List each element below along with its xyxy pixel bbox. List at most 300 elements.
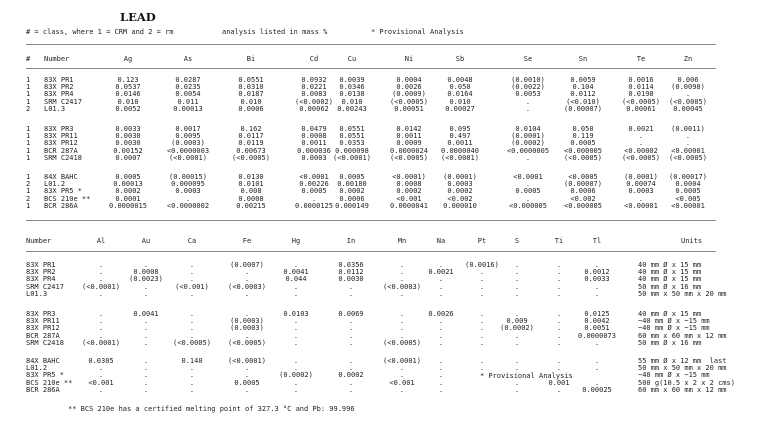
- table1-cell: 1: [26, 153, 31, 162]
- table1-cell: <0.00002: [624, 146, 658, 155]
- table1-cell: (0.0011): [671, 125, 705, 133]
- table1-cell: <0.00001: [671, 146, 705, 155]
- table1-cell: 0.008: [240, 187, 262, 196]
- table2-cell: .: [438, 378, 444, 387]
- units-note: analysis listed in mass %: [222, 28, 328, 36]
- table2-cell: ~40 mm Ø x ~15 mm: [638, 317, 710, 326]
- table1-cell: 0.0119: [238, 139, 264, 148]
- table1-cell: 0.162: [240, 125, 262, 133]
- table2-cell: .: [399, 268, 405, 277]
- table2-cell: .: [98, 324, 104, 333]
- table1-cell: 0.0537: [115, 83, 141, 92]
- table1-cell: .: [685, 132, 691, 141]
- table1-cell: 1: [26, 201, 31, 210]
- table2-cell: .: [514, 310, 520, 318]
- table2-cell: .: [479, 317, 485, 326]
- table2-cell: .: [244, 275, 250, 284]
- class-legend: # = class, where 1 = CRM and 2 = rm: [26, 28, 174, 36]
- table2-cell: .: [594, 261, 600, 269]
- table1-cell: 0.0000015: [109, 201, 147, 210]
- table1-cell: 0.0030: [115, 139, 141, 148]
- table2-cell: 84X BAHC: [26, 357, 60, 365]
- table2-cell: .: [293, 357, 299, 365]
- table2-cell: .: [594, 289, 600, 298]
- table1-header-sn: Sn: [578, 55, 588, 63]
- table1-cell: (<0.0005): [669, 97, 707, 106]
- table2-cell: .: [98, 310, 104, 318]
- table2-cell: 0.009: [506, 317, 528, 326]
- table2-cell: .: [293, 338, 299, 347]
- table1-cell: 0.010: [240, 97, 262, 106]
- table1-cell: 1: [26, 76, 31, 84]
- table2-cell: .: [98, 364, 104, 373]
- table2-cell: 0.0021: [428, 268, 454, 277]
- table2-cell: .: [479, 338, 485, 347]
- table2-cell: .: [514, 364, 520, 373]
- table2-cell: 50 mm Ø x 16 mm: [638, 338, 702, 347]
- table1-cell: 0.0008: [301, 132, 327, 141]
- table2-cell: 55 mm Ø x 12 mm last: [638, 357, 727, 365]
- table2-cell: .: [293, 261, 299, 269]
- table1-cell: 0.0008: [396, 180, 422, 189]
- table2-cell: .: [556, 338, 562, 347]
- table1-cell: 1: [26, 132, 31, 141]
- table1-cell: 0.0011: [396, 132, 422, 141]
- table1-cell: 1: [26, 90, 31, 99]
- table1-cell: 0.050: [449, 83, 471, 92]
- table2-cell: <0.001: [389, 378, 415, 387]
- table1-header-class: #: [26, 55, 31, 63]
- table1-cell: <0.002: [570, 194, 596, 203]
- table2-cell: 50 mm x 50 mm x 20 mm: [638, 364, 727, 373]
- table2-cell: .: [143, 364, 149, 373]
- table1-cell: 0.00152: [113, 146, 143, 155]
- table2-cell: .: [514, 261, 520, 269]
- footnote: ** BCS 210e has a certified melting point of 327.3 °C and Pb: 99.996: [68, 405, 355, 413]
- table1-cell: <0.002: [447, 194, 473, 203]
- table1-cell: 0.010: [341, 97, 363, 106]
- table1-cell: 0.006: [677, 76, 699, 84]
- table2-header-ca: Ca: [187, 237, 197, 245]
- table1-cell: (<0.0005): [669, 153, 707, 162]
- table1-cell: (0.0098): [671, 83, 705, 92]
- table2-cell: (0.0002): [279, 371, 313, 380]
- table2-cell: .: [399, 331, 405, 340]
- table2-cell: .: [189, 378, 195, 387]
- table1-cell: 0.0000125: [295, 201, 333, 210]
- table1-cell: 83X PR2: [44, 83, 74, 92]
- table2-cell: .: [479, 268, 485, 277]
- table2-cell: .: [348, 338, 354, 347]
- table1-cell: 0.0002: [447, 187, 473, 196]
- table1-cell: 0.0003: [628, 187, 654, 196]
- table1-cell: 0.0083: [301, 90, 327, 99]
- table1-cell: SRM C2418: [44, 153, 82, 162]
- table1-cell: 0.0932: [301, 76, 327, 84]
- table1-cell: 0.0164: [447, 90, 473, 99]
- table2-cell: .: [514, 378, 520, 387]
- table2-cell: .: [98, 289, 104, 298]
- table2-cell: 0.0041: [133, 310, 159, 318]
- table2-cell: .: [514, 275, 520, 284]
- table2-cell: (<0.0003): [383, 282, 421, 291]
- table1-cell: 83X PR11: [44, 132, 78, 141]
- table1-cell: .: [638, 132, 644, 141]
- table1-cell: 0.00243: [337, 104, 367, 113]
- table1-cell: (<0.0005): [232, 153, 270, 162]
- table2-cell: L01.3: [26, 289, 48, 298]
- table2-cell: 0.0069: [338, 310, 364, 318]
- table1-cell: <0.0000005: [506, 146, 550, 155]
- table2-cell: .: [438, 364, 444, 373]
- table1-header-zn: Zn: [683, 55, 693, 63]
- table2-cell: 50 mm x 50 mm x 20 mm: [638, 289, 727, 298]
- table2-cell: .: [143, 289, 149, 298]
- table1-cell: .: [525, 180, 531, 189]
- table1-cell: 2: [26, 104, 31, 113]
- table1-cell: 0.0006: [570, 187, 596, 196]
- table1-header-te: Te: [636, 55, 646, 63]
- table2-cell: .: [556, 268, 562, 277]
- table2-cell: .: [399, 289, 405, 298]
- table2-header-units: Units: [681, 237, 703, 245]
- table2-cell: (0.0002): [500, 324, 534, 333]
- table2-cell: .: [438, 317, 444, 326]
- table1-cell: 0.0006: [238, 104, 264, 113]
- table2-cell: 40 mm Ø x 15 mm: [638, 261, 702, 269]
- table2-cell: .: [479, 331, 485, 340]
- table2-cell: .: [293, 324, 299, 333]
- table1-cell: 0.0112: [570, 90, 596, 99]
- table2-cell: (<0.0005): [173, 338, 211, 347]
- table2-cell: .: [293, 317, 299, 326]
- table2-cell: .: [348, 331, 354, 340]
- table2-cell: .: [98, 331, 104, 340]
- table1-cell: 0.0002: [339, 187, 365, 196]
- table1-cell: 2: [26, 180, 31, 189]
- table1-cell: 0.0003: [175, 187, 201, 196]
- table1-cell: 0.00061: [626, 104, 656, 113]
- table1-cell: (<0.0005): [622, 153, 660, 162]
- table1-cell: 0.0146: [115, 90, 141, 99]
- table2-cell: .: [479, 310, 485, 318]
- table1-cell: 0.010: [117, 97, 139, 106]
- table2-header-na: Na: [436, 237, 446, 245]
- table1-cell: (0.0001): [511, 132, 545, 141]
- table2-cell: .: [479, 275, 485, 284]
- table2-cell: .: [438, 324, 444, 333]
- table1-cell: (0.00017): [669, 173, 707, 181]
- table2-cell: .: [348, 364, 354, 373]
- table2-cell: 0.0005: [234, 378, 260, 387]
- table1-cell: 0.0101: [238, 180, 264, 189]
- table2-cell: .: [514, 357, 520, 365]
- page-title: LEAD: [120, 10, 156, 24]
- table2-cell: .: [556, 364, 562, 373]
- table2-cell: 0.140: [181, 357, 203, 365]
- table2-cell: .: [189, 385, 195, 394]
- table2-cell: .: [399, 371, 405, 380]
- table2-header-mn: Mn: [397, 237, 407, 245]
- table2-cell: 0.0002: [338, 371, 364, 380]
- table2-cell: 0.0103: [283, 310, 309, 318]
- table2-cell: .: [293, 385, 299, 394]
- table2-cell: .: [143, 385, 149, 394]
- table1-cell: 0.0033: [115, 125, 141, 133]
- table1-cell: (<0.0005): [622, 97, 660, 106]
- table1-cell: <0.00001: [671, 201, 705, 210]
- table2-cell: .: [556, 310, 562, 318]
- table1-cell: 0.0039: [339, 76, 365, 84]
- table2-cell: (<0.0001): [383, 357, 421, 365]
- table1-cell: <0.0001: [513, 173, 543, 181]
- table2-cell: BCR 286A: [26, 385, 60, 394]
- table1-cell: 0.0002: [396, 187, 422, 196]
- table1-cell: (<0.0005): [390, 153, 428, 162]
- table1-cell: 0.050: [572, 125, 594, 133]
- table1-cell: 0.0008: [238, 194, 264, 203]
- table1-cell: (<0.0002): [295, 97, 333, 106]
- table2-cell: 60 mm x 60 mm x 12 mm: [638, 385, 727, 394]
- table1-cell: 2: [26, 194, 31, 203]
- table2-cell: (<0.0001): [228, 357, 266, 365]
- table1-cell: 0.0005: [301, 187, 327, 196]
- table1-cell: 1: [26, 97, 31, 106]
- table1-header-cu: Cu: [347, 55, 357, 63]
- table2-cell: .: [556, 385, 562, 394]
- table1-cell: .: [685, 90, 691, 99]
- table1-cell: 0.0005: [339, 173, 365, 181]
- table1-cell: 0.00027: [445, 104, 475, 113]
- table1-cell: 0.0052: [115, 104, 141, 113]
- table1-cell: 0.0026: [396, 83, 422, 92]
- table1-cell: <0.005: [675, 194, 701, 203]
- table1-cell: .: [638, 194, 644, 203]
- table2-cell: .: [399, 310, 405, 318]
- table2-cell: .: [438, 289, 444, 298]
- table2-cell: .: [348, 324, 354, 333]
- table1-cell: 0.0117: [238, 132, 264, 141]
- table1-cell: 0.119: [572, 132, 594, 141]
- table1-cell: 1: [26, 187, 31, 196]
- table2-cell: .: [514, 282, 520, 291]
- table1-cell: (0.0022): [511, 83, 545, 92]
- table1-header-sb: Sb: [455, 55, 465, 63]
- table2-cell: 0.0125: [584, 310, 610, 318]
- table2-header-ti: Ti: [554, 237, 564, 245]
- table1-cell: 0.000098: [335, 146, 369, 155]
- table1-cell: 0.00045: [673, 104, 703, 113]
- table2-cell: .: [143, 338, 149, 347]
- table1-cell: 83X PR12: [44, 139, 78, 148]
- table1-cell: 0.0142: [396, 125, 422, 133]
- table2-cell: 50 mm Ø x 16 mm: [638, 282, 702, 291]
- table1-cell: .: [638, 139, 644, 148]
- table2-cell: .: [244, 289, 250, 298]
- table1-cell: 0.0198: [628, 90, 654, 99]
- table2-cell: 83X PR11: [26, 317, 60, 326]
- table1-cell: 0.0003: [447, 180, 473, 189]
- table1-cell: 0.095: [449, 125, 471, 133]
- table2-cell: .: [594, 378, 600, 387]
- table2-cell: .: [594, 338, 600, 347]
- table2-cell: SRM C2418: [26, 338, 64, 347]
- table1-cell: 1: [26, 146, 31, 155]
- table1-header-ni: Ni: [404, 55, 414, 63]
- table1-cell: 0.0021: [628, 125, 654, 133]
- provisional-note: * Provisional Analysis: [371, 28, 464, 36]
- table2-cell: .: [244, 385, 250, 394]
- table1-cell: 1: [26, 125, 31, 133]
- table1-cell: 0.0017: [175, 125, 201, 133]
- table2-cell: .: [293, 364, 299, 373]
- table1-cell: (0.0002): [511, 139, 545, 148]
- table2-cell: 0.0030: [338, 275, 364, 284]
- table1-cell: (0.0010): [511, 76, 545, 84]
- table2-cell: .: [438, 331, 444, 340]
- table2-provisional-note: * Provisional Analysis: [480, 372, 573, 381]
- table1-cell: BCR 286A: [44, 201, 78, 210]
- table2-cell: .: [438, 371, 444, 380]
- table1-header-rule: [26, 68, 716, 69]
- table1-cell: 83X PR4: [44, 90, 74, 99]
- table2-cell: .: [189, 324, 195, 333]
- table1-cell: (<0.0005): [564, 153, 602, 162]
- table1-cell: 0.00180: [337, 180, 367, 189]
- table2-cell: L01.2: [26, 364, 48, 373]
- table1-cell: <0.0001: [299, 173, 329, 181]
- table2-cell: .: [348, 289, 354, 298]
- table2-cell: (<0.0001): [82, 338, 120, 347]
- table1-cell: 0.000149: [335, 201, 369, 210]
- table2-cell: (0.0003): [230, 317, 264, 326]
- table1-cell: <0.0001): [392, 173, 426, 181]
- table2-cell: 0.001: [548, 378, 570, 387]
- table2-header-tl: Tl: [592, 237, 602, 245]
- table2-header-fe: Fe: [242, 237, 252, 245]
- table2-cell: .: [556, 324, 562, 333]
- table1-cell: .: [525, 153, 531, 162]
- table2-cell: .: [556, 261, 562, 269]
- table1-cell: 0.0009: [396, 139, 422, 148]
- table1-cell: BCS 210e **: [44, 194, 91, 203]
- table2-header-number: Number: [26, 237, 52, 245]
- table1-cell: 83X PR1: [44, 76, 74, 84]
- table1-cell: (0.0003): [171, 139, 205, 148]
- table1-cell: 0.0004: [675, 180, 701, 189]
- table2-cell: .: [479, 357, 485, 365]
- table2-cell: .: [514, 268, 520, 277]
- table1-cell: (0.00015): [169, 173, 207, 181]
- table2-cell: .: [399, 275, 405, 284]
- table2-header-pt: Pt: [477, 237, 487, 245]
- table2-cell: .: [189, 268, 195, 277]
- table2-cell: (0.0016): [465, 261, 499, 269]
- table2-cell: BCR 287A: [26, 331, 60, 340]
- table1-cell: (<0.0001): [441, 153, 479, 162]
- table2-header-al: Al: [96, 237, 106, 245]
- table2-cell: 0.0026: [428, 310, 454, 318]
- table1-cell: 0.123: [117, 76, 139, 84]
- table2-cell: .: [189, 331, 195, 340]
- table1-cell: <0.000005: [564, 201, 602, 210]
- table1-cell: 0.104: [572, 83, 594, 92]
- table2-cell: 500 g(10.5 x 2 x 2 cms): [638, 378, 735, 387]
- table1-cell: 0.0187: [238, 90, 264, 99]
- table2-cell: .: [143, 371, 149, 380]
- table2-cell: .: [348, 385, 354, 394]
- table2-cell: 0.0051: [584, 324, 610, 333]
- table2-cell: 60 mm x 60 mm x 12 mm: [638, 331, 727, 340]
- table1-cell: .: [685, 139, 691, 148]
- table2-cell: BCS 210e **: [26, 378, 73, 387]
- table1-header-as: As: [183, 55, 193, 63]
- table1-cell: (0.00007): [564, 104, 602, 113]
- table2-cell: 83X PR1: [26, 261, 56, 269]
- table2-cell: (<0.0003): [228, 282, 266, 291]
- table1-cell: 0.011: [177, 97, 199, 106]
- table2-cell: .: [348, 317, 354, 326]
- table1-cell: 0.000010: [443, 201, 477, 210]
- table1-cell: BCR 287A: [44, 146, 78, 155]
- table2-cell: .: [438, 261, 444, 269]
- table2-cell: 0.00025: [582, 385, 612, 394]
- table2-cell: .: [594, 364, 600, 373]
- table2-cell: .: [514, 338, 520, 347]
- table1-cell: 0.0551: [238, 76, 264, 84]
- table1-cell: 0.0054: [175, 90, 201, 99]
- table2-cell: .: [399, 324, 405, 333]
- table1-cell: <0.000005: [509, 201, 547, 210]
- table1-header-number: Number: [44, 55, 70, 63]
- table2-cell: .: [189, 371, 195, 380]
- table2-cell: .: [244, 364, 250, 373]
- table2-cell: .: [143, 357, 149, 365]
- table2-cell: .: [594, 357, 600, 365]
- table2-cell: .: [479, 324, 485, 333]
- table2-header-hg: Hg: [291, 237, 301, 245]
- table2-cell: .: [143, 378, 149, 387]
- table1-header-se: Se: [523, 55, 533, 63]
- table1-cell: 0.0130: [238, 173, 264, 181]
- table2-cell: .: [438, 357, 444, 365]
- table1-top-rule: [26, 44, 716, 45]
- table2-cell: .: [143, 261, 149, 269]
- table1-cell: (<0.010): [566, 97, 600, 106]
- table2-cell: .: [143, 331, 149, 340]
- table2-cell: .: [244, 310, 250, 318]
- table1-cell: 0.0011: [301, 139, 327, 148]
- table2-cell: .: [189, 289, 195, 298]
- table1-cell: 0.0005: [675, 187, 701, 196]
- table2-cell: .: [399, 261, 405, 269]
- table2-cell: .: [143, 282, 149, 291]
- table2-cell: .: [438, 282, 444, 291]
- table1-cell: 0.0000041: [390, 201, 428, 210]
- table2-cell: .: [98, 275, 104, 284]
- table1-cell: 1: [26, 173, 31, 181]
- table2-cell: .: [556, 289, 562, 298]
- table1-cell: 0.0353: [339, 139, 365, 148]
- table2-cell: .: [479, 282, 485, 291]
- table1-cell: (0.0001): [624, 173, 658, 181]
- table1-cell: (<0.0001): [169, 153, 207, 162]
- table1-cell: 0.0095: [175, 132, 201, 141]
- table1-cell: 0.0003: [301, 153, 327, 162]
- table2-cell: 40 mm Ø x 15 mm: [638, 275, 702, 284]
- table1-cell: <0.001: [396, 194, 422, 203]
- table2-cell: .: [244, 268, 250, 277]
